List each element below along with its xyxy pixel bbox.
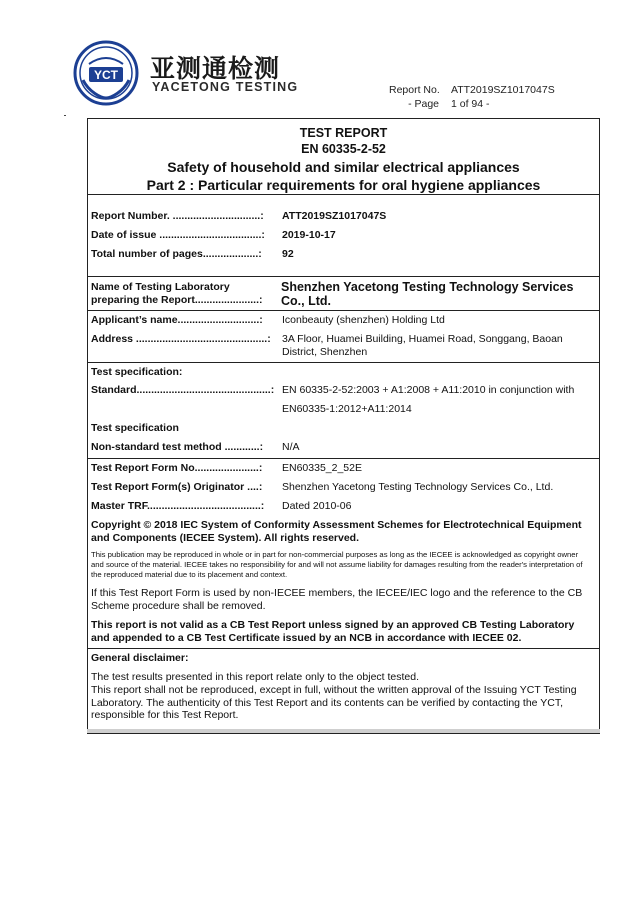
copyright-notice: Copyright © 2018 IEC System of Conformity Assessment Schemes for Electrotechnical Equipment and Components (IECEE System). All rights reserved. [91, 519, 582, 544]
disclaimer-line-2: This report shall not be reproduced, except in full, without the written approval of the Issuing YCT Testing Laboratory. The authenticity of this Test Report and its contents can be verified by contacting the YCT, responsible for this Test Report. [91, 684, 577, 721]
report-number-value: ATT2019SZ1017047S [282, 210, 387, 222]
report-number-label: Report Number. ..............................: [91, 210, 264, 222]
address-label: Address .............................................: [91, 333, 271, 345]
divider-title [87, 194, 600, 195]
bottom-rule [87, 729, 600, 733]
title-line-3: Safety of household and similar electrical appliances [167, 159, 520, 175]
page-label: - Page [408, 98, 439, 110]
divider-trf [87, 458, 600, 459]
master-trf-value: Dated 2010-06 [282, 500, 352, 512]
lab-label-line-1: Name of Testing Laboratory [91, 281, 230, 293]
address-value: 3A Floor, Huamei Building, Huamei Road, Songgang, Baoan District, Shenzhen [282, 333, 563, 358]
title-line-2: EN 60335-2-52 [301, 142, 386, 156]
standard-label: Standard..............................................: [91, 384, 275, 396]
date-of-issue-value: 2019-10-17 [282, 229, 336, 241]
yct-logo [73, 40, 139, 106]
total-pages-label: Total number of pages...................: [91, 248, 262, 260]
total-pages-value: 92 [282, 248, 294, 260]
title-line-4: Part 2 : Particular requirements for oral hygiene appliances [146, 177, 541, 193]
non-standard-label: Non-standard test method ............: [91, 441, 264, 453]
cb-validity-notice: This report is not valid as a CB Test Report unless signed by an approved CB Testing Laboratory and appended to a CB Test Certificate issued by an NCB in accordance with IECEE 02. [91, 619, 575, 644]
publication-notice: This publication may be reproduced in whole or in part for non-commercial purposes as long as the IECEE is acknowledged as copyright owner and source of the material. IECEE takes no responsibility for and will not assume liability for damages resulting from the reader's interpretation of the reproduced material due to its placement and context. [91, 550, 583, 579]
stray-mark [64, 115, 66, 116]
standard-value-line-1: EN 60335-2-52:2003 + A1:2008 + A11:2010 in conjunction with [282, 384, 575, 396]
non-standard-value: N/A [282, 441, 300, 453]
applicant-value: Iconbeauty (shenzhen) Holding Ltd [282, 314, 445, 326]
trf-no-value: EN60335_2_52E [282, 462, 362, 474]
divider-spec [87, 362, 600, 363]
applicant-label: Applicant’s name............................: [91, 314, 263, 326]
standard-value-line-2: EN60335-1:2012+A11:2014 [282, 403, 412, 415]
report-no-value: ATT2019SZ1017047S [451, 84, 555, 96]
master-trf-label: Master TRF.......................................: [91, 500, 265, 512]
trf-originator-value: Shenzhen Yacetong Testing Technology Services Co., Ltd. [282, 481, 554, 493]
non-iecee-notice: If this Test Report Form is used by non-IECEE members, the IECEE/IEC logo and the reference to the CB Scheme procedure shall be removed. [91, 587, 583, 612]
trf-no-label: Test Report Form No......................: [91, 462, 263, 474]
test-spec-heading-2: Test specification [91, 422, 179, 434]
disclaimer-line-1: The test results presented in this report relate only to the object tested. [91, 671, 420, 683]
report-no-label: Report No. [389, 84, 440, 96]
trf-originator-label: Test Report Form(s) Originator ....: [91, 481, 263, 493]
brand-chinese: 亚测通检测 [150, 54, 281, 83]
divider-applicant [87, 310, 600, 311]
title-line-1: TEST REPORT [299, 126, 388, 140]
test-spec-heading: Test specification: [91, 366, 183, 378]
disclaimer-heading: General disclaimer: [91, 652, 189, 664]
logo-letters: YCT [94, 68, 118, 82]
divider-disclaimer [87, 648, 600, 649]
brand-english: YACETONG TESTING [152, 80, 299, 94]
page-value: 1 of 94 - [451, 98, 490, 110]
divider-lab [87, 276, 600, 277]
lab-name-value: Shenzhen Yacetong Testing Technology Services Co., Ltd. [281, 280, 574, 308]
lab-label-line-2: preparing the Report......................: [91, 294, 263, 306]
report-header [389, 83, 555, 111]
date-of-issue-label: Date of issue ...................................: [91, 229, 265, 241]
